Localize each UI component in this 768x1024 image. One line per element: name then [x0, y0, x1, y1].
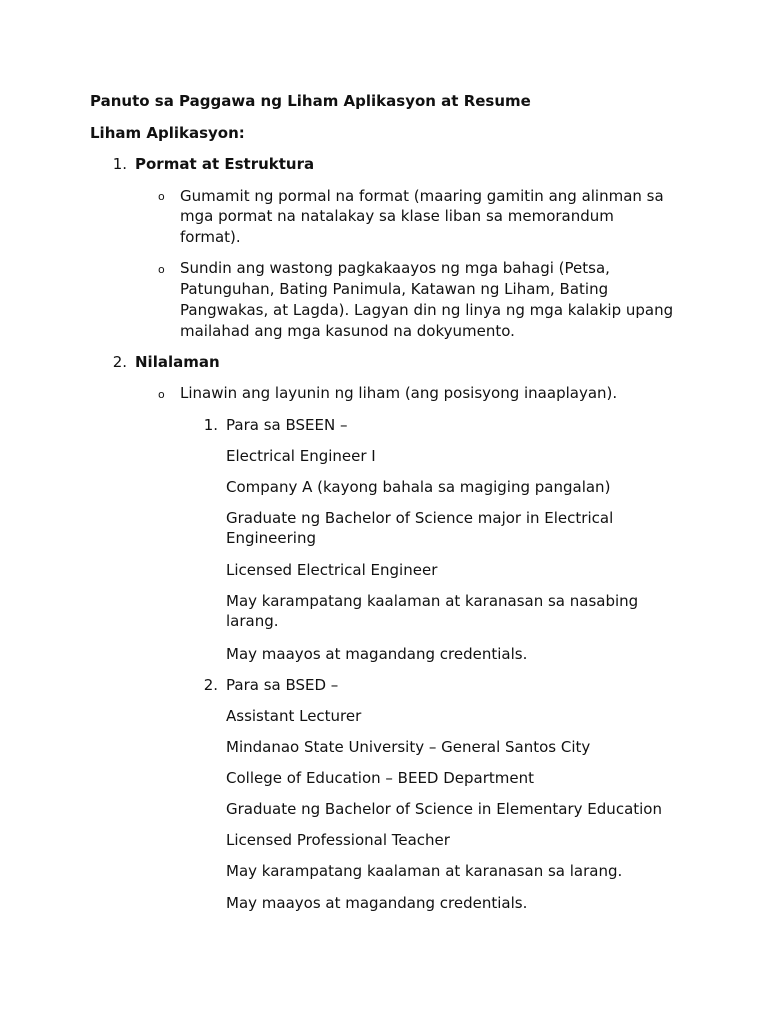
subitem-heading: Para sa BSEEN –	[226, 416, 348, 434]
bullet-line: mailahad ang mga kasunod na dokyumento.	[180, 322, 515, 340]
item-heading: Nilalaman	[135, 353, 220, 371]
subitem-line: Graduate ng Bachelor of Science in Elementary Education	[226, 800, 662, 818]
subitem-heading: Para sa BSED –	[226, 676, 339, 694]
subitem-line: Licensed Electrical Engineer	[226, 561, 438, 579]
subitem-line: May karampatang kaalaman at karanasan sa nasabing	[226, 592, 639, 610]
sublist-number: 1.	[203, 416, 218, 434]
bullet-icon: o	[158, 263, 165, 276]
subitem-line: Mindanao State University – General Santos City	[226, 738, 591, 756]
subitem-line: Engineering	[226, 529, 316, 547]
subitem-line: Assistant Lecturer	[226, 707, 362, 725]
subitem-line: Company A (kayong bahala sa magiging pangalan)	[226, 478, 611, 496]
subitem-line: Graduate ng Bachelor of Science major in Electrical	[226, 509, 614, 527]
item-heading: Pormat at Estruktura	[135, 155, 315, 173]
bullet-line: Pangwakas, at Lagda). Lagyan din ng linya ng mga kalakip upang	[180, 301, 674, 319]
bullet-line: Gumamit ng pormal na format (maaring gamitin ang alinman sa	[180, 187, 664, 205]
list-number: 2.	[112, 353, 127, 371]
bullet-line: Linawin ang layunin ng liham (ang posisyong inaaplayan).	[180, 384, 618, 402]
section-heading: Liham Aplikasyon:	[90, 124, 245, 142]
sublist-number: 2.	[203, 676, 218, 694]
subitem-line: May maayos at magandang credentials.	[226, 645, 528, 663]
bullet-line: mga pormat na natalakay sa klase liban sa memorandum	[180, 207, 614, 225]
subitem-line: larang.	[226, 612, 279, 630]
subitem-line: Licensed Professional Teacher	[226, 831, 450, 849]
bullet-icon: o	[158, 388, 165, 401]
bullet-line: Sundin ang wastong pagkakaayos ng mga bahagi (Petsa,	[180, 259, 610, 277]
bullet-line: Patunguhan, Bating Panimula, Katawan ng Liham, Bating	[180, 280, 609, 298]
document-title: Panuto sa Paggawa ng Liham Aplikasyon at Resume	[90, 92, 531, 110]
subitem-line: May maayos at magandang credentials.	[226, 894, 528, 912]
subitem-line: Electrical Engineer I	[226, 447, 376, 465]
bullet-icon: o	[158, 190, 165, 203]
list-number: 1.	[112, 155, 127, 173]
subitem-line: May karampatang kaalaman at karanasan sa larang.	[226, 862, 623, 880]
subitem-line: College of Education – BEED Department	[226, 769, 535, 787]
bullet-line: format).	[180, 228, 241, 246]
